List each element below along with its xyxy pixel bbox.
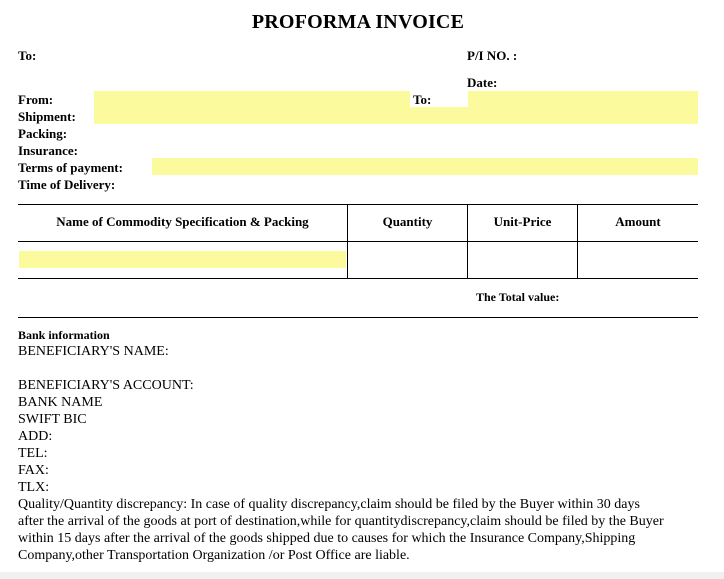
destination-to-label: To: xyxy=(413,92,432,107)
packing-label: Packing: xyxy=(18,126,68,141)
bank-info-heading: Bank information xyxy=(18,328,110,342)
bank-name: BANK NAME xyxy=(18,395,103,410)
discrepancy-line: Quality/Quantity discrepancy: In case of quality discrepancy,claim should be filed by the Buyer within 30 days xyxy=(18,497,640,512)
date-label: Date: xyxy=(467,75,498,90)
commodity-cell[interactable] xyxy=(19,251,346,268)
page-bottom-edge xyxy=(0,572,724,579)
insurance-label: Insurance: xyxy=(18,143,78,158)
discrepancy-clause xyxy=(18,496,708,564)
amount-cell[interactable] xyxy=(578,242,698,278)
discrepancy-line: after the arrival of the goods at port of destination,while for quantitydiscrepancy,claim should be filed by the Buyer xyxy=(18,514,664,529)
discrepancy-line: Company,other Transportation Organization /or Post Office are liable. xyxy=(18,548,410,563)
column-header-amount: Amount xyxy=(615,214,661,229)
quantity-cell[interactable] xyxy=(348,242,466,278)
table-top-border xyxy=(18,204,698,205)
discrepancy-line: within 15 days after the arrival of the goods shipped due to causes for which the Insurance Company,Shipping xyxy=(18,531,636,546)
from-shipment-field[interactable] xyxy=(94,91,410,124)
bank-address: ADD: xyxy=(18,429,53,444)
buyer-to-label: To: xyxy=(18,48,37,63)
to-field[interactable] xyxy=(468,91,698,124)
from-label: From: xyxy=(18,92,54,107)
shipment-label: Shipment: xyxy=(18,109,76,124)
beneficiary-name: BENEFICIARY'S NAME: xyxy=(18,344,169,359)
bank-fax: FAX: xyxy=(18,463,49,478)
document-title: PROFORMA INVOICE xyxy=(251,11,465,33)
column-header-commodity: Name of Commodity Specification & Packing xyxy=(56,214,309,229)
total-divider xyxy=(18,317,698,318)
column-header-quantity: Quantity xyxy=(382,214,433,229)
beneficiary-account: BENEFICIARY'S ACCOUNT: xyxy=(18,378,194,393)
pi-number-label: P/I NO. : xyxy=(467,48,518,63)
terms-of-payment-field[interactable] xyxy=(152,158,698,175)
time-of-delivery-label: Time of Delivery: xyxy=(18,177,116,192)
unit-price-cell[interactable] xyxy=(468,242,576,278)
bank-tel: TEL: xyxy=(18,446,48,461)
bank-tlx: TLX: xyxy=(18,480,50,495)
to-field-extension[interactable] xyxy=(410,107,468,124)
terms-of-payment-label: Terms of payment: xyxy=(18,160,123,175)
swift-bic: SWIFT BIC xyxy=(18,412,87,427)
total-value-label: The Total value: xyxy=(476,290,560,304)
table-row-border xyxy=(18,278,698,279)
column-header-unit-price: Unit-Price xyxy=(493,214,552,229)
